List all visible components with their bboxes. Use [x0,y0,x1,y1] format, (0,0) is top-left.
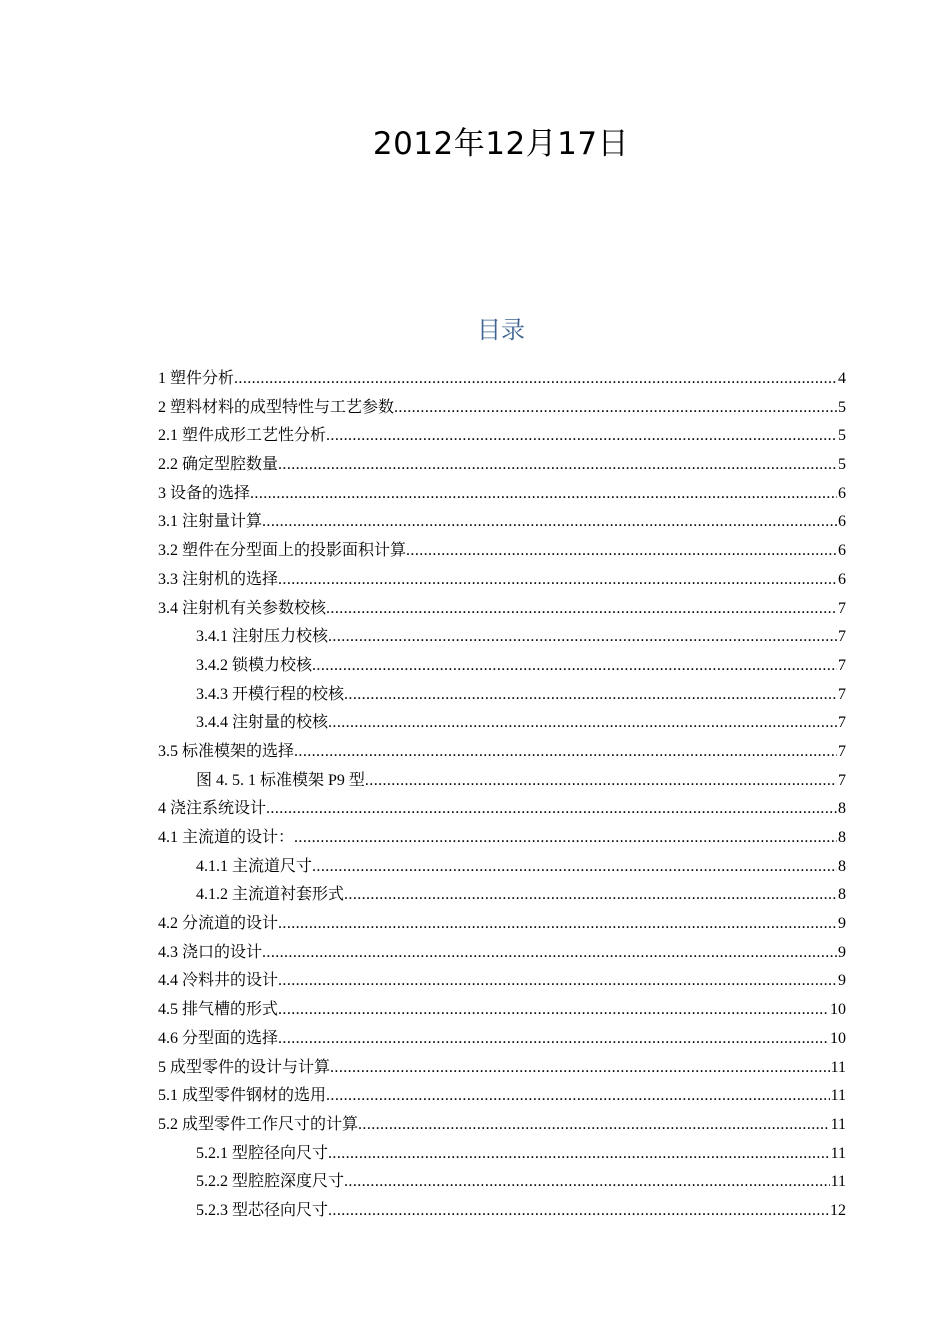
toc-entry-label: 4.5 排气槽的形式 [158,1001,279,1019]
toc-entry-label: 3.3 注射机的选择 [158,570,279,588]
toc-entry[interactable] [158,1082,846,1111]
toc-entry-label: 5 成型零件的设计与计算 [158,1058,331,1076]
toc-entry-page-number: 7 [838,742,846,760]
toc-entry-page-number: 8 [838,829,846,846]
toc-dot-leader [266,795,837,824]
toc-dot-leader [330,1054,830,1083]
toc-entry-page-number: 7 [838,599,846,617]
toc-dot-leader [234,365,837,394]
toc-dot-leader [344,881,837,910]
toc-entry-page-number: 10 [830,1001,846,1019]
toc-entry-page-number: 11 [830,1087,846,1105]
toc-dot-leader [328,1140,830,1169]
toc-entry-page-number: 7 [838,714,846,732]
toc-entry[interactable] [158,537,846,566]
toc-entry-page-number: 6 [838,542,846,560]
toc-entry-label: 3 设备的选择 [158,484,251,502]
toc-entry[interactable] [158,967,846,996]
toc-dot-leader [262,939,837,968]
toc-dot-leader [278,967,837,996]
toc-entry[interactable] [158,824,846,853]
toc-entry[interactable] [158,767,846,796]
toc-entry-page-number: 12 [830,1201,846,1219]
toc-dot-leader [344,1168,830,1197]
toc-entry-page-number: 10 [830,1029,846,1047]
toc-entry[interactable] [158,652,846,681]
toc-entry[interactable] [158,910,846,939]
toc-entry-label: 5.2.2 型腔腔深度尺寸 [196,1173,345,1191]
toc-entry-label: 4.3 浇口的设计 [158,943,263,961]
toc-entry-label: 3.4.3 开模行程的校核 [196,685,345,703]
toc-entry-label: 2.2 确定型腔数量 [158,456,279,474]
toc-entry[interactable] [158,595,846,624]
toc-entry-label: 2 塑料材料的成型特性与工艺参数 [158,398,395,416]
toc-dot-leader [406,537,837,566]
toc-entry[interactable] [158,1111,846,1140]
toc-dot-leader [262,508,837,537]
toc-entry[interactable] [158,1197,846,1226]
toc-dot-leader [365,767,837,796]
toc-dot-leader [250,480,837,509]
toc-entry[interactable] [158,1025,846,1054]
toc-entry-label: 2.1 塑件成形工艺性分析 [158,427,327,445]
toc-entry-page-number: 5 [838,427,846,445]
toc-entry[interactable] [158,795,846,824]
toc-entry-page-number: 11 [830,1058,846,1076]
toc-entry-label: 3.4.4 注射量的校核 [196,714,329,732]
toc-entry-page-number: 6 [838,513,846,531]
toc-entry-page-number: 4 [838,370,846,387]
toc-entry-page-number: 7 [838,656,846,674]
toc-entry-label: 4.6 分型面的选择 [158,1029,279,1047]
toc-entry-label: 3.2 塑件在分型面上的投影面积计算 [158,542,407,560]
toc-entry-label: 3.1 注射量计算 [158,513,263,531]
toc-entry[interactable] [158,939,846,968]
toc-dot-leader [278,910,837,939]
toc-entry-page-number: 6 [838,570,846,588]
toc-entry-page-number: 7 [838,685,846,703]
toc-dot-leader [312,652,837,681]
toc-entry[interactable] [158,853,846,882]
toc-entry[interactable] [158,996,846,1025]
toc-dot-leader [326,595,837,624]
toc-entry-page-number: 8 [838,800,846,818]
toc-title: 目录 [477,316,525,344]
toc-entry-label: 4 浇注系统设计 [158,800,267,818]
document-date: 2012年12月17日 [372,126,630,162]
toc-entry-page-number: 11 [830,1115,846,1133]
toc-dot-leader [278,1025,829,1054]
toc-dot-leader [394,394,837,423]
toc-entry[interactable] [158,1140,846,1169]
toc-entry-label: 4.2 分流道的设计 [158,915,279,933]
toc-entry-page-number: 8 [838,857,846,875]
toc-entry[interactable] [158,451,846,480]
toc-entry[interactable] [158,881,846,910]
toc-entry[interactable] [158,422,846,451]
toc-entry[interactable] [158,480,846,509]
toc-entry-page-number: 11 [830,1144,846,1162]
toc-dot-leader [312,853,837,882]
toc-entry-label: 5.2.3 型芯径向尺寸 [196,1201,329,1219]
toc-dot-leader [326,1082,830,1111]
toc-entry-label: 4.1 主流道的设计： [158,829,295,846]
toc-dot-leader [328,709,837,738]
toc-entry[interactable] [158,508,846,537]
toc-entry-page-number: 7 [838,771,846,789]
toc-entry[interactable] [158,1054,846,1083]
toc-entry-page-number: 5 [838,456,846,474]
toc-entry-page-number: 6 [838,484,846,502]
toc-entry[interactable] [158,681,846,710]
toc-dot-leader [326,422,837,451]
toc-dot-leader [328,1197,829,1226]
toc-entry[interactable] [158,365,846,394]
toc-dot-leader [278,451,837,480]
toc-entry-label: 5.2.1 型腔径向尺寸 [196,1144,329,1162]
toc-entry-label: 3.4.2 锁模力校核 [196,656,313,674]
toc-entry-label: 3.4 注射机有关参数校核 [158,599,327,617]
toc-entry-page-number: 9 [838,943,846,961]
toc-entry[interactable] [158,394,846,423]
toc-dot-leader [328,623,837,652]
table-of-contents [158,365,846,1226]
toc-entry-page-number: 5 [838,398,846,416]
toc-entry-label: 4.1.1 主流道尺寸 [196,857,313,875]
toc-dot-leader [358,1111,830,1140]
toc-entry-page-number: 9 [838,972,846,990]
toc-entry[interactable] [158,1168,846,1197]
toc-entry[interactable] [158,623,846,652]
toc-dot-leader [344,681,837,710]
toc-entry[interactable] [158,738,846,767]
toc-entry-page-number: 11 [830,1173,846,1191]
toc-entry-page-number: 9 [838,915,846,933]
toc-entry-label: 5.2 成型零件工作尺寸的计算 [158,1115,359,1133]
toc-entry[interactable] [158,709,846,738]
toc-dot-leader [294,738,837,767]
toc-entry-label: 4.4 冷料井的设计 [158,972,279,990]
toc-entry-page-number: 8 [838,886,846,904]
toc-entry[interactable] [158,566,846,595]
toc-entry-label: 4.1.2 主流道衬套形式 [196,886,345,904]
toc-entry-page-number: 7 [838,628,846,646]
toc-entry-label: 5.1 成型零件钢材的选用 [158,1087,327,1105]
toc-dot-leader [278,996,829,1025]
toc-entry-label: 图 4. 5. 1 标准模架 P9 型 [196,771,365,789]
toc-entry-label: 3.5 标准模架的选择 [158,742,295,760]
toc-dot-leader [278,566,837,595]
toc-entry-label: 1 塑件分析 [158,370,235,387]
toc-dot-leader [294,824,837,853]
toc-entry-label: 3.4.1 注射压力校核 [196,628,329,646]
